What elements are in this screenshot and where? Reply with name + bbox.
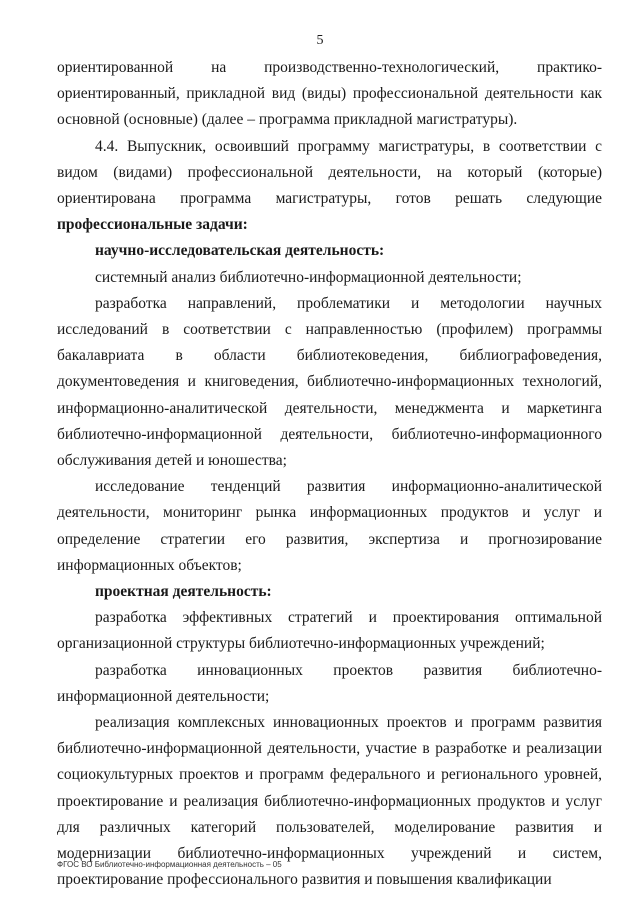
section-heading-project: проектная деятельность:	[95, 583, 272, 601]
list-item: разработка инновационных проектов развития библиотечно-информационной деятельности;	[57, 661, 602, 705]
list-item: разработка направлений, проблематики и методологии научных исследований в соответствии с направленностью (профилем) программы бакалавриата в области библиотековедения, библиографоведения, документоведения и книговедения, библиотечно-информационных технологий, информационно-аналитической деятельности, менеджмента и маркетинга библиотечно-информационной деятельности, библиотечно-информационного обслуживания детей и юношества;	[57, 294, 602, 470]
page-number: 5	[316, 33, 324, 48]
paragraph-continuation: ориентированной на производственно-технологический, практико-ориентированный, прикладной вид (виды) профессиональной деятельности как основной (основные) (далее – программа прикладной магистратуры).	[57, 59, 602, 129]
paragraph-4-4	[57, 134, 602, 239]
paragraph-4-4-text: 4.4. Выпускник, освоивший программу магистратуры, в соответствии с видом (видами) профессиональной деятельности, на который (которые) ориентирована программа магистратуры, готов решать следующие	[57, 137, 602, 208]
page-footer: ФГОС ВО Библиотечно-информационная деятельность – 05	[57, 860, 282, 869]
list-item: реализация комплексных инновационных проектов и программ развития библиотечно-информационной деятельности, участие в разработке и реализации социокультурных проектов и программ федерального и регионального уровней, проектирование и реализация библиотечно-информационных продуктов и услуг для различных категорий пользователей, моделирование развития и модернизации библиотечно-информационных учреждений и систем, проектирование профессионального развития и повышения квалификации	[57, 714, 602, 889]
list-item: системный анализ библиотечно-информационной деятельности;	[95, 268, 522, 286]
list-item: разработка эффективных стратегий и проектирования оптимальной организационной структуры библиотечно-информационных учреждений;	[57, 609, 602, 653]
professional-tasks-label: профессиональные задачи:	[57, 216, 248, 234]
section-heading-research: научно-исследовательская деятельность:	[95, 242, 385, 260]
list-item: исследование тенденций развития информационно-аналитической деятельности, мониторинг рынка информационных продуктов и услуг и определение стратегии его развития, экспертиза и прогнозирование информационных объектов;	[57, 478, 602, 574]
document-body	[57, 55, 602, 894]
